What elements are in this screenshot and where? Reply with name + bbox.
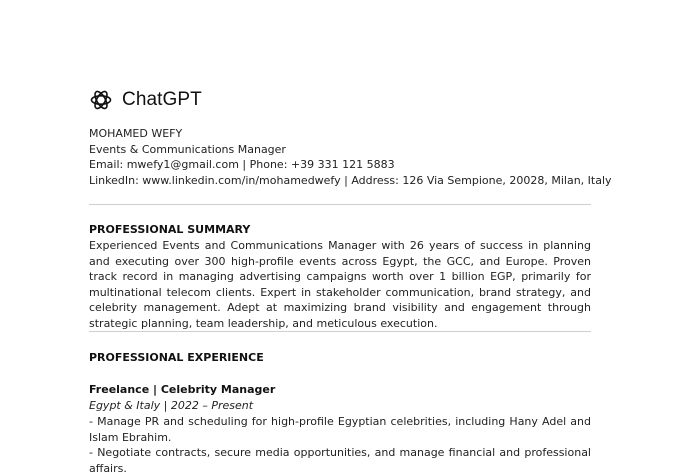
job-title: Freelance | Celebrity Manager	[89, 383, 276, 396]
summary-text: Experienced Events and Communications Manager with 26 years of success in planning and executing over 300 high-profile events across Egypt, the GCC, and Europe. Proven track record in managing advertising campaigns worth over 1 billion EGP, primarily for multinational telecom clients. Expert in stakeholder communication, brand strategy, and celebrity management. Adept at maximizing brand visibility and engagement through strategic planning, team leadership, and meticulous execution.	[89, 239, 591, 330]
contact-block	[89, 126, 612, 188]
list-item: - Manage PR and scheduling for high-profile Egyptian celebrities, including Hany Adel and Islam Ebrahim.	[89, 415, 591, 444]
job-meta: Egypt & Italy | 2022 – Present	[89, 399, 254, 412]
chatgpt-header	[89, 88, 202, 112]
divider	[89, 204, 591, 205]
candidate-name: MOHAMED WEFY	[89, 127, 183, 140]
chatgpt-logo-icon	[89, 88, 113, 112]
job-bullets	[89, 414, 591, 476]
divider	[89, 331, 591, 332]
list-item: - Negotiate contracts, secure media opportunities, and manage financial and professional affairs.	[89, 446, 591, 475]
email-phone-line: Email: mwefy1@gmail.com | Phone: +39 331 121 5883	[89, 158, 395, 171]
summary-heading: PROFESSIONAL SUMMARY	[89, 223, 251, 236]
candidate-title: Events & Communications Manager	[89, 142, 286, 156]
brand-name: ChatGPT	[122, 89, 202, 110]
experience-heading: PROFESSIONAL EXPERIENCE	[89, 351, 264, 364]
linkedin-address-line: LinkedIn: www.linkedin.com/in/mohamedwefy | Address: 126 Via Sempione, 20028, Milan, Italy	[89, 173, 612, 187]
